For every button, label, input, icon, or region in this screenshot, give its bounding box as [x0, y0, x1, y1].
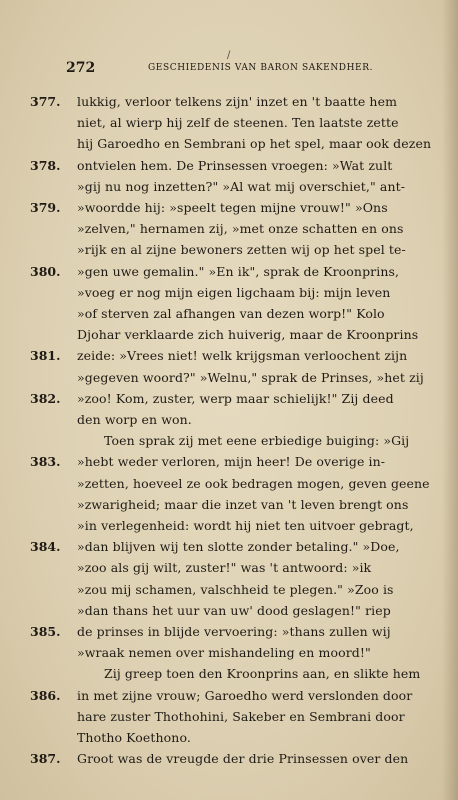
verse-number: 377. [30, 94, 61, 109]
verse-number: 387. [30, 751, 61, 767]
text-line [0, 368, 458, 388]
margin-mark: / [227, 50, 231, 61]
text-line [0, 622, 458, 642]
line-text: Thotho Koethono. [77, 730, 191, 745]
line-text: hare zuster Thothohini, Sakeber en Sembrani door [77, 708, 405, 724]
line-text: »hebt weder verloren, mijn heer! De overige in- [77, 454, 386, 470]
line-text: Toen sprak zij met eene erbiedige buiging: »Gij [104, 433, 410, 449]
line-text: Djohar verklaarde zich huiverig, maar de Kroonprins [77, 327, 419, 343]
text-line [0, 452, 458, 472]
line-text: »zelven," hernamen zij, »met onze schatten en ons [77, 221, 404, 237]
line-text: Groot was de vreugde der drie Prinsessen over den [77, 751, 409, 767]
text-line [0, 580, 458, 600]
line-text: lukkig, verloor telkens zijn' inzet en 't baatte hem [77, 94, 398, 109]
line-text: »in verlegenheid: wordt hij niet ten uitvoer gebragt, [77, 518, 414, 533]
text-line [0, 664, 458, 684]
text-line [0, 283, 458, 303]
line-text: de prinses in blijde vervoering: »thans zullen wij [77, 624, 391, 639]
text-line [0, 410, 458, 430]
verse-number: 383. [30, 454, 61, 470]
verse-number: 380. [30, 263, 61, 279]
text-line [0, 686, 458, 706]
verse-number: 385. [30, 624, 61, 639]
text-line [0, 601, 458, 621]
line-text: zeide: »Vrees niet! welk krijgsman verloochent zijn [77, 348, 408, 364]
line-text: »wraak nemen over mishandeling en moord!" [77, 645, 371, 661]
line-text: hij Garoedho en Sembrani op het spel, maar ook dezen [77, 136, 432, 152]
running-title: GESCHIEDENIS VAN BARON SAKENDHER. [148, 63, 374, 73]
verse-number: 384. [30, 539, 61, 555]
text-line [0, 325, 458, 345]
running-head [66, 60, 418, 76]
text-line [0, 177, 458, 197]
line-text: den worp en won. [77, 412, 192, 427]
text-line [0, 558, 458, 578]
text-line [0, 198, 458, 218]
text-line [0, 389, 458, 409]
line-text: »voeg er nog mijn eigen ligchaam bij: mijn leven [77, 284, 391, 300]
text-line [0, 707, 458, 727]
verse-number: 378. [30, 157, 61, 173]
line-text: »gij nu nog inzetten?" »Al wat mij overschiet," ant- [77, 178, 406, 194]
line-text: niet, al wierp hij zelf de steenen. Ten laatste zette [77, 115, 399, 131]
text-line [0, 219, 458, 239]
line-text: »rijk en al zijne bewoners zetten wij op het spel te- [77, 242, 406, 258]
text-line [0, 240, 458, 260]
text-line [0, 431, 458, 451]
text-line [0, 304, 458, 324]
line-text: »zetten, hoeveel ze ook bedragen mogen, geven geene [77, 475, 430, 491]
verse-number: 382. [30, 390, 61, 406]
text-line [0, 643, 458, 663]
line-text: »gen uwe gemalin." »En ik", sprak de Kroonprins, [77, 263, 400, 279]
text-line [0, 134, 458, 154]
line-text: »zou mij schamen, valschheid te plegen." »Zoo is [77, 581, 394, 597]
line-text: ontvielen hem. De Prinsessen vroegen: »Wat zult [77, 157, 393, 173]
text-line [0, 537, 458, 557]
text-line [0, 728, 458, 748]
line-text: »woordde hij: »speelt tegen mijne vrouw!" »Ons [77, 200, 388, 215]
line-text: Zij greep toen den Kroonprins aan, en slikte hem [104, 666, 421, 682]
verse-number: 379. [30, 200, 61, 215]
text-line [0, 156, 458, 176]
text-line [0, 749, 458, 769]
text-line [0, 113, 458, 133]
verse-number: 381. [30, 348, 61, 364]
verse-number: 386. [30, 687, 61, 703]
text-line [0, 495, 458, 515]
line-text: »gegeven woord?" »Welnu," sprak de Prinses, »het zij [77, 369, 424, 385]
text-line [0, 262, 458, 282]
text-line [0, 474, 458, 494]
text-line [0, 346, 458, 366]
line-text: »zoo! Kom, zuster, werp maar schielijk!" Zij deed [77, 390, 394, 406]
line-text: »dan blijven wij ten slotte zonder betaling." »Doe, [77, 539, 400, 555]
page-number: 272 [66, 60, 96, 76]
line-text: »zwarigheid; maar die inzet van 't leven brengt ons [77, 496, 409, 512]
line-text: »of sterven zal afhangen van dezen worp!" Kolo [77, 306, 385, 321]
line-text: in met zijne vrouw; Garoedho werd verslonden door [77, 687, 413, 703]
text-line [0, 92, 458, 112]
text-line [0, 516, 458, 536]
line-text: »dan thans het uur van uw' dood geslagen!" riep [77, 602, 391, 618]
line-text: »zoo als gij wilt, zuster!" was 't antwoord: »ik [77, 560, 372, 576]
